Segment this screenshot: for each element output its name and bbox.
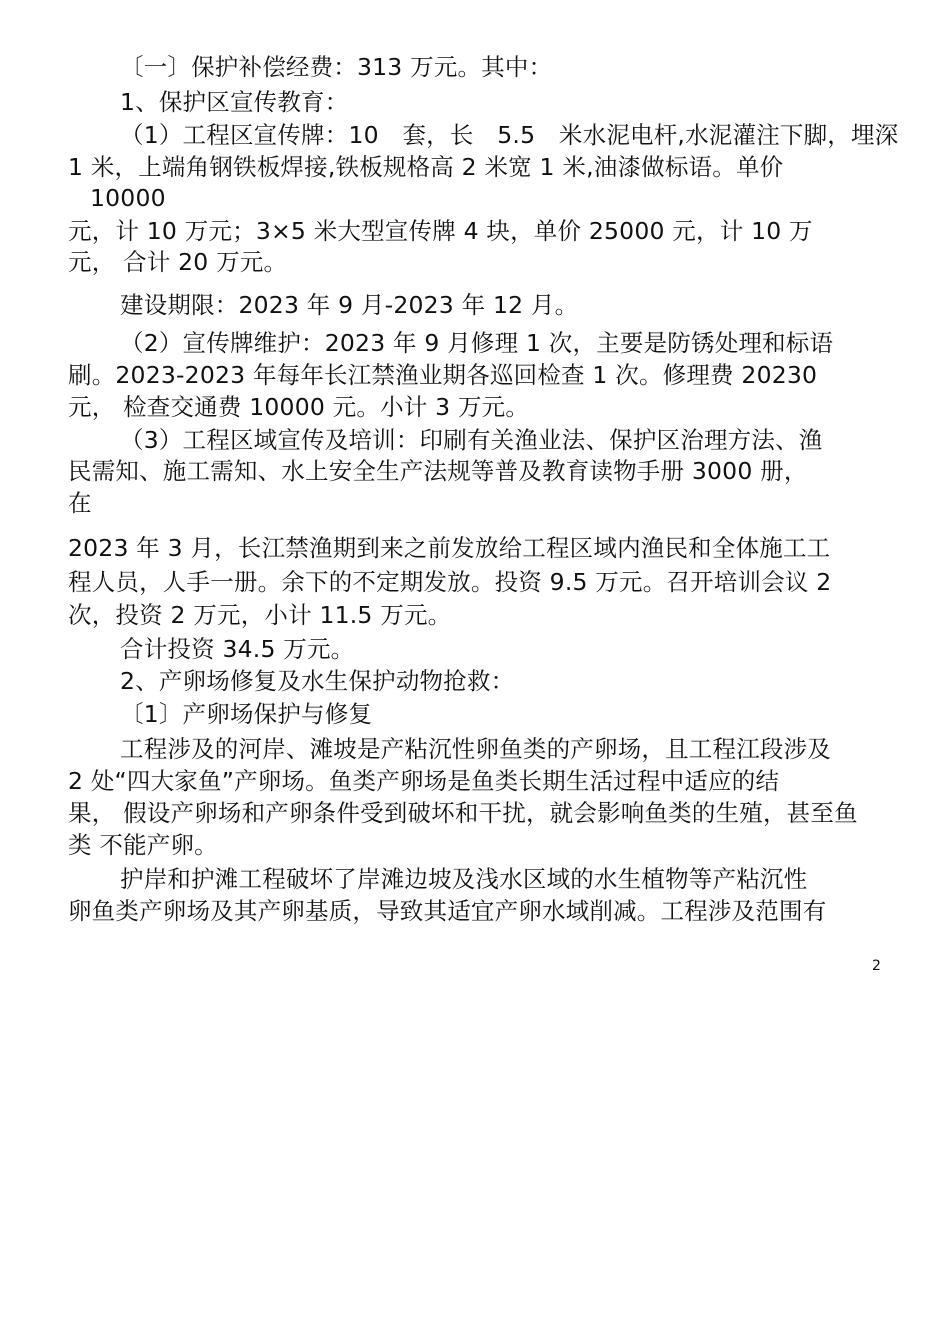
paragraph-line: （3）工程区域宣传及培训：印刷有关渔业法、保护区治理方法、渔 <box>120 426 823 454</box>
paragraph-line: （1）工程区宣传牌：10 套，长 5.5 米水泥电杆,水泥灌注下脚，埋深 <box>120 121 899 149</box>
paragraph-line: 2 处“四大家鱼”产卵场。鱼类产卵场是鱼类长期生活过程中适应的结 <box>68 767 780 795</box>
paragraph-line: 类 不能产卵。 <box>68 831 218 859</box>
paragraph-line: 护岸和护滩工程破坏了岸滩边坡及浅水区域的水生植物等产粘沉性 <box>120 865 808 893</box>
paragraph-line: 在 <box>68 489 92 517</box>
subsection-heading-publicity: 1、保护区宣传教育： <box>120 88 349 116</box>
paragraph-line: 建设期限：2023 年 9 月-2023 年 12 月。 <box>120 291 579 319</box>
paragraph-line: 1 米，上端角钢铁板焊接,铁板规格高 2 米宽 1 米,油漆做标语。单价 <box>68 153 784 181</box>
subsection-heading-spawning-repair: 〔1〕产卵场保护与修复 <box>120 700 373 728</box>
paragraph-line: 合计投资 34.5 万元。 <box>120 635 355 663</box>
subsection-heading-spawning: 2、产卵场修复及水生保护动物抢救： <box>120 667 515 695</box>
paragraph-line: 元，计 10 万元；3×5 米大型宣传牌 4 块，单价 25000 元，计 10 万 <box>68 217 813 245</box>
paragraph-line: 刷。2023-2023 年每年长江禁渔业期各巡回检查 1 次。修理费 20230 <box>68 361 818 389</box>
section-heading-protection-fund: 〔一〕保护补偿经费：313 万元。其中： <box>120 53 553 81</box>
paragraph-line: 10000 <box>90 184 166 212</box>
paragraph-line: 工程涉及的河岸、滩坡是产粘沉性卵鱼类的产卵场，且工程江段涉及 <box>120 735 831 763</box>
paragraph-line: 卵鱼类产卵场及其产卵基质，导致其适宜产卵水域削减。工程涉及范围有 <box>68 897 827 925</box>
page-number: 2 <box>872 958 881 974</box>
paragraph-line: 元， 检查交通费 10000 元。小计 3 万元。 <box>68 393 530 421</box>
paragraph-line: （2）宣传牌维护：2023 年 9 月修理 1 次，主要是防锈处理和标语 <box>120 329 834 357</box>
paragraph-line: 果， 假设产卵场和产卵条件受到破坏和干扰，就会影响鱼类的生殖，甚至鱼 <box>68 799 858 827</box>
paragraph-line: 2023 年 3 月，长江禁渔期到来之前发放给工程区域内渔民和全体施工工 <box>68 534 831 562</box>
paragraph-line: 程人员，人手一册。余下的不定期发放。投资 9.5 万元。召开培训会议 2 <box>68 568 832 596</box>
paragraph-line: 元， 合计 20 万元。 <box>68 248 288 276</box>
paragraph-line: 次，投资 2 万元，小计 11.5 万元。 <box>68 601 452 629</box>
paragraph-line: 民需知、施工需知、水上安全生产法规等普及教育读物手册 3000 册， <box>68 457 808 485</box>
